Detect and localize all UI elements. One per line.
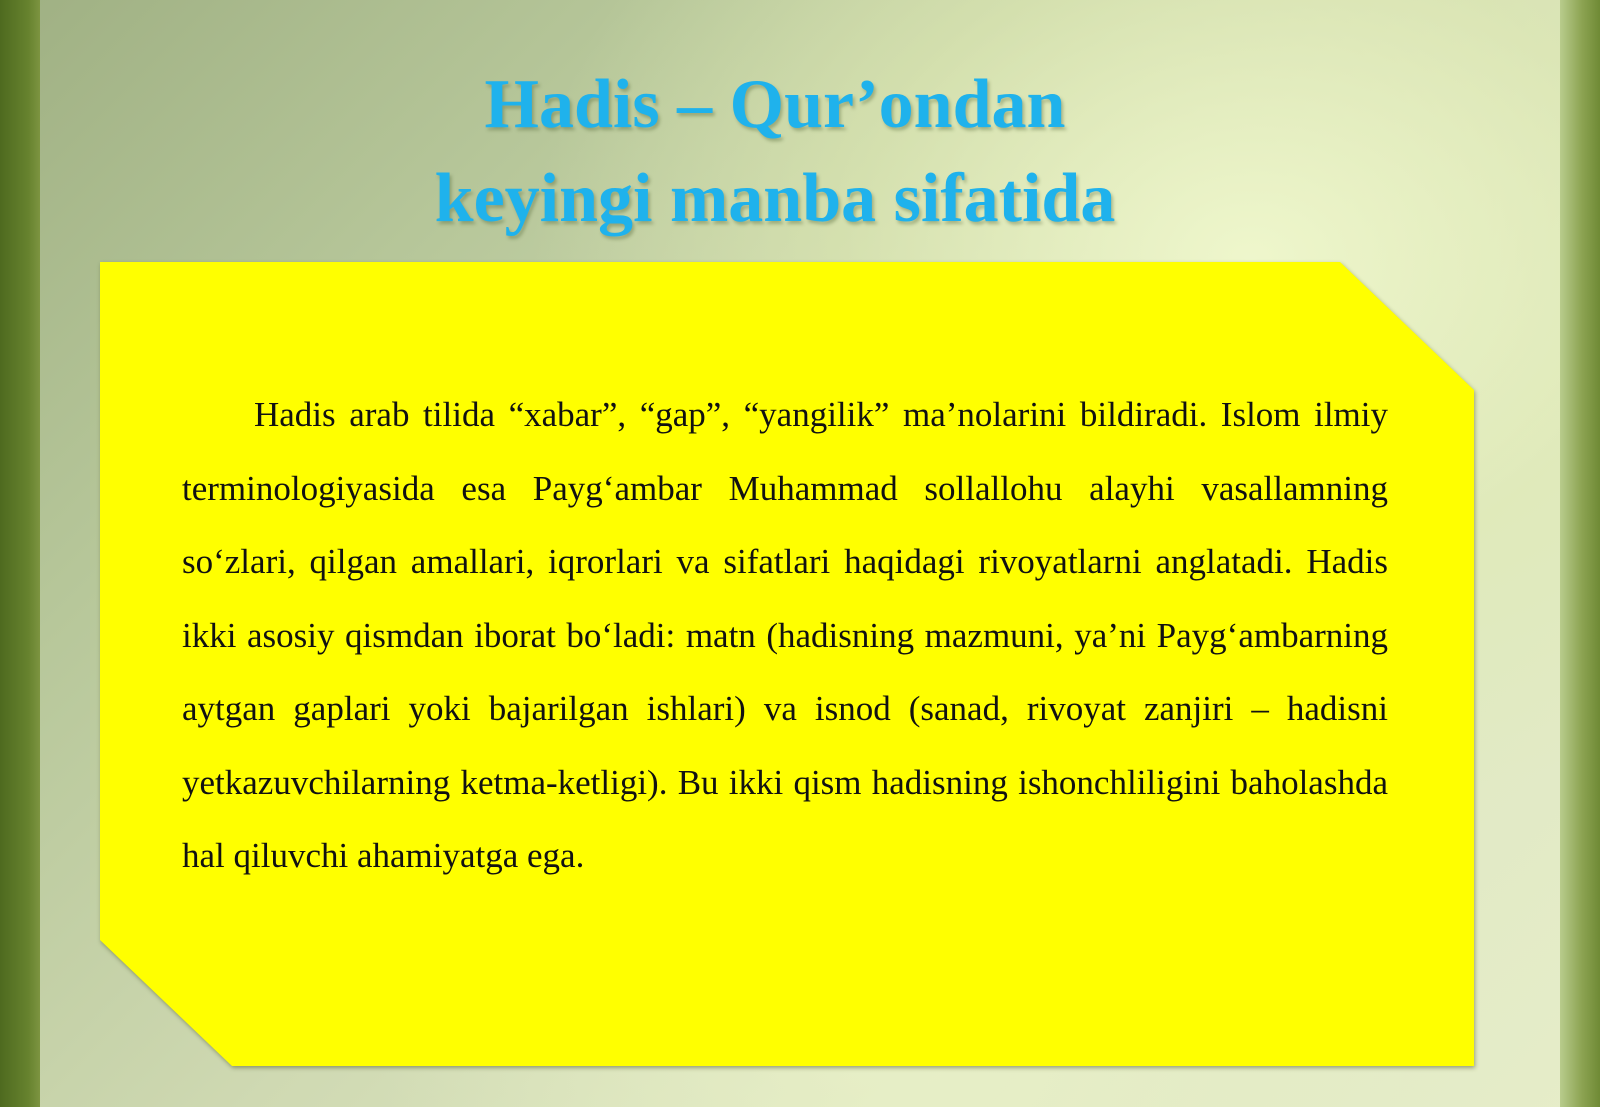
content-card xyxy=(100,262,1474,1066)
left-edge-stripe xyxy=(0,0,40,1107)
slide-title xyxy=(300,58,1250,246)
right-edge-stripe xyxy=(1560,0,1600,1107)
slide-title-line-2: keyingi manba sifatida xyxy=(434,160,1116,237)
card-body-text: Hadis arab tilida “xabar”, “gap”, “yangilik” ma’nolarini bildiradi. Islom ilmiy terminologiyasida esa Payg‘ambar Muhammad sollallohu alayhi vasallamning so‘zlari, qilgan amallari, iqrorlari va sifatlari haqidagi rivoyatlarni anglatadi. Hadis ikki asosiy qismdan iborat bo‘ladi: matn (hadisning mazmuni, ya’ni Payg‘ambarning aytgan gaplari yoki bajarilgan ishlari) va isnod (sanad, rivoyat zanjiri – hadisni yetkazuvchilarning ketma-ketligi). Bu ikki qism hadisning ishonchliligini baholashda hal qiluvchi ahamiyatga ega. xyxy=(182,395,1388,875)
slide-title-line-1: Hadis – Qur’ondan xyxy=(484,66,1066,143)
